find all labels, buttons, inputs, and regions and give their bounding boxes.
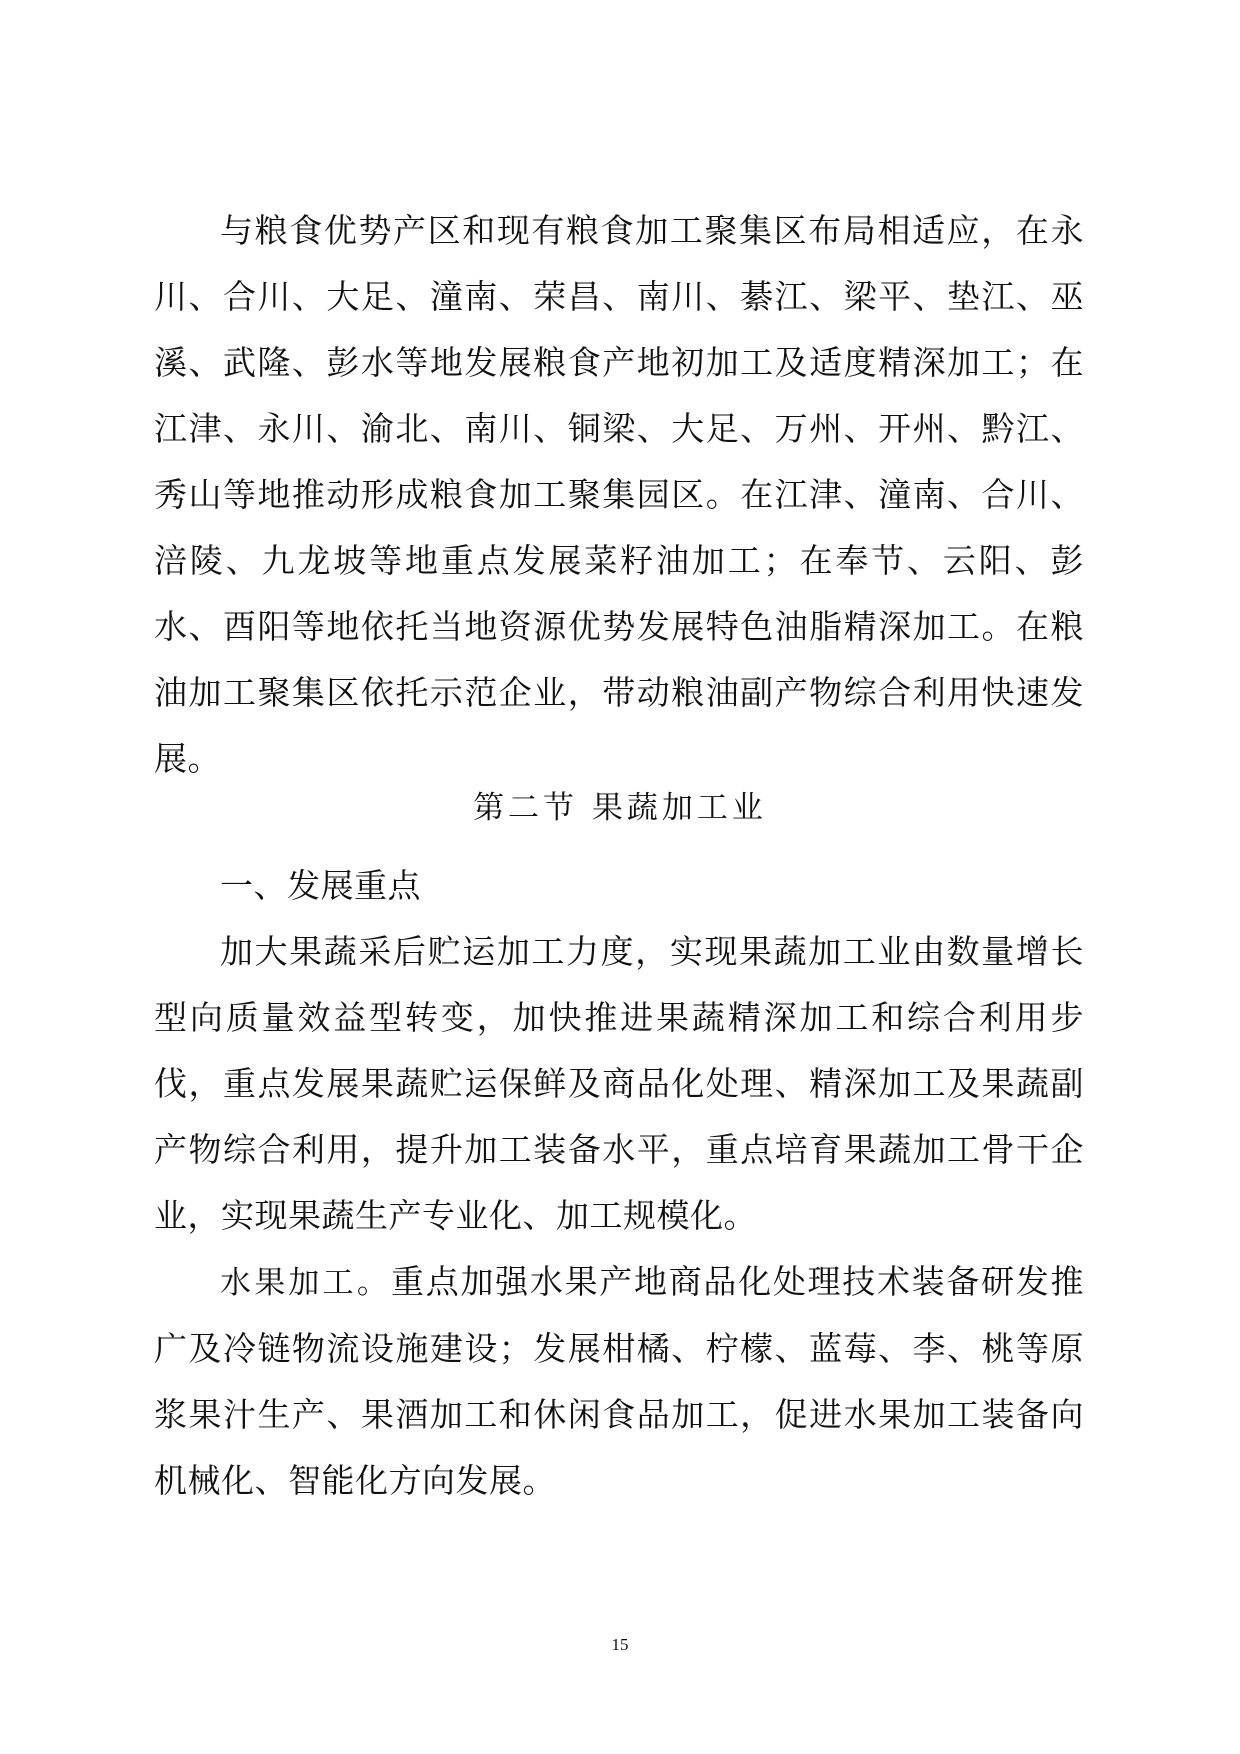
paragraph-fruit-processing-body: 重点加强水果产地商品化处理技术装备研发推广及冷链物流设施建设；发展柑橘、柠檬、蓝莓、李、桃等原浆果汁生产、果酒加工和休闲食品加工，促进水果加工装备向机械化、智能化方向发展。 — [154, 1262, 1085, 1500]
paragraph-grain-processing: 与粮食优势产区和现有粮食加工聚集区布局相适应，在永川、合川、大足、潼南、荣昌、南川、綦江、梁平、垫江、巫溪、武隆、彭水等地发展粮食产地初加工及适度精深加工；在江津、永川、渝北、南川、铜梁、大足、万州、开州、黔江、秀山等地推动形成粮食加工聚集园区。在江津、潼南、合川、涪陵、九龙坡等地重点发展菜籽油加工；在奉节、云阳、彭水、酉阳等地依托当地资源优势发展特色油脂精深加工。在粮油加工聚集区依托示范企业，带动粮油副产物综合利用快速发展。 — [154, 211, 1084, 778]
paragraph-fruit-vegetable-processing: 加大果蔬采后贮运加工力度，实现果蔬加工业由数量增长型向质量效益型转变，加快推进果蔬精深加工和综合利用步伐，重点发展果蔬贮运保鲜及商品化处理、精深加工及果蔬副产物综合利用，提升加工装备水平，重点培育果蔬加工骨干企业，实现果蔬生产专业化、加工规模化。 — [154, 932, 1084, 1235]
run-in-heading-fruit-processing: 水果加工。 — [220, 1265, 392, 1301]
page-number: 15 — [611, 1635, 629, 1654]
subheading-development-focus: 一、发展重点 — [220, 866, 421, 905]
section-title: 第二节 果蔬加工业 — [473, 790, 767, 826]
paragraph-fruit-processing — [154, 1249, 1084, 1514]
